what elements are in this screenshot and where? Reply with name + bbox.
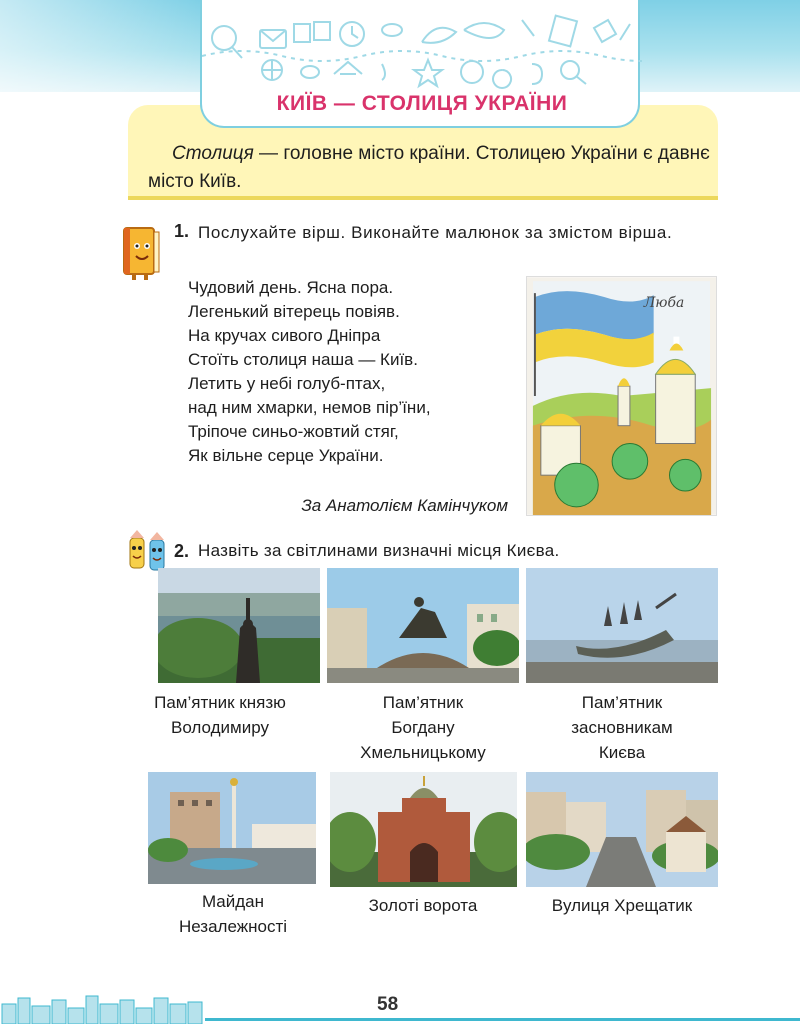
caption-line: засновникам — [571, 718, 673, 737]
poem-line: На кручах сивого Дніпра — [188, 326, 381, 345]
poem-line: Як вільне серце України. — [188, 446, 384, 465]
caption-line: Незалежності — [178, 917, 288, 936]
caption-landmark-1 — [127, 690, 313, 740]
caption-line: Майдан — [201, 892, 265, 911]
school-doodles-decoration — [202, 0, 642, 90]
drawing-signature: Люба — [643, 294, 685, 311]
task1-instruction: Послухайте вірш. Виконайте малюнок за змістом вірша. — [198, 223, 673, 242]
task2-instruction: Назвіть за світлинами визначні місця Києва. — [198, 541, 560, 560]
caption-line: Хмельницькому — [360, 743, 486, 762]
city-skyline-decoration — [0, 994, 210, 1024]
caption-landmark-3 — [528, 690, 716, 765]
poem — [188, 276, 518, 468]
photo-golden-gate — [330, 772, 517, 887]
caption-line: Києва — [598, 743, 646, 762]
page-number: 58 — [377, 994, 399, 1015]
page-title: КИЇВ — СТОЛИЦЯ УКРАЇНИ — [276, 92, 568, 115]
poem-line: Стоїть столиця наша — Київ. — [188, 350, 418, 369]
caption-landmark-4 — [140, 889, 326, 939]
title-card — [200, 0, 640, 128]
caption-line: Вулиця Хрещатик — [551, 896, 693, 915]
caption-line: Богдану — [391, 718, 455, 737]
photo-maidan — [148, 772, 316, 884]
intro-text: — головне місто країни. Столицею України є давнє місто Київ. — [148, 143, 710, 192]
task1-number: 1. — [174, 221, 190, 241]
intro-definition — [148, 140, 718, 196]
book-character-icon — [118, 222, 164, 282]
photo-khreshchatyk — [526, 772, 718, 887]
caption-line: Пам’ятник — [382, 693, 464, 712]
photo-volodymyr-monument — [158, 568, 320, 683]
photo-khmelnytsky-monument — [327, 568, 519, 683]
poem-line: над ним хмарки, немов пір’їни, — [188, 398, 431, 417]
footer-line — [205, 1018, 800, 1021]
child-drawing-kyiv — [526, 276, 717, 516]
caption-landmark-6 — [510, 893, 734, 918]
poem-author: За Анатолієм Камінчуком — [301, 496, 508, 515]
caption-line: Пам’ятник — [581, 693, 663, 712]
caption-line: Золоті ворота — [368, 896, 478, 915]
caption-line: Володимиру — [171, 718, 269, 737]
photo-kyiv-founders-monument — [526, 568, 718, 683]
poem-line: Летить у небі голуб-птах, — [188, 374, 386, 393]
poem-line: Легенький вітерець повіяв. — [188, 302, 400, 321]
poem-line: Чудовий день. Ясна пора. — [188, 278, 394, 297]
caption-landmark-5 — [330, 893, 516, 918]
poem-line: Тріпоче синьо-жовтий стяг, — [188, 422, 399, 441]
intro-term: Столиця — [172, 143, 254, 164]
caption-line: Пам’ятник князю — [154, 693, 286, 712]
caption-landmark-2 — [330, 690, 516, 765]
task2-number: 2. — [174, 541, 190, 561]
